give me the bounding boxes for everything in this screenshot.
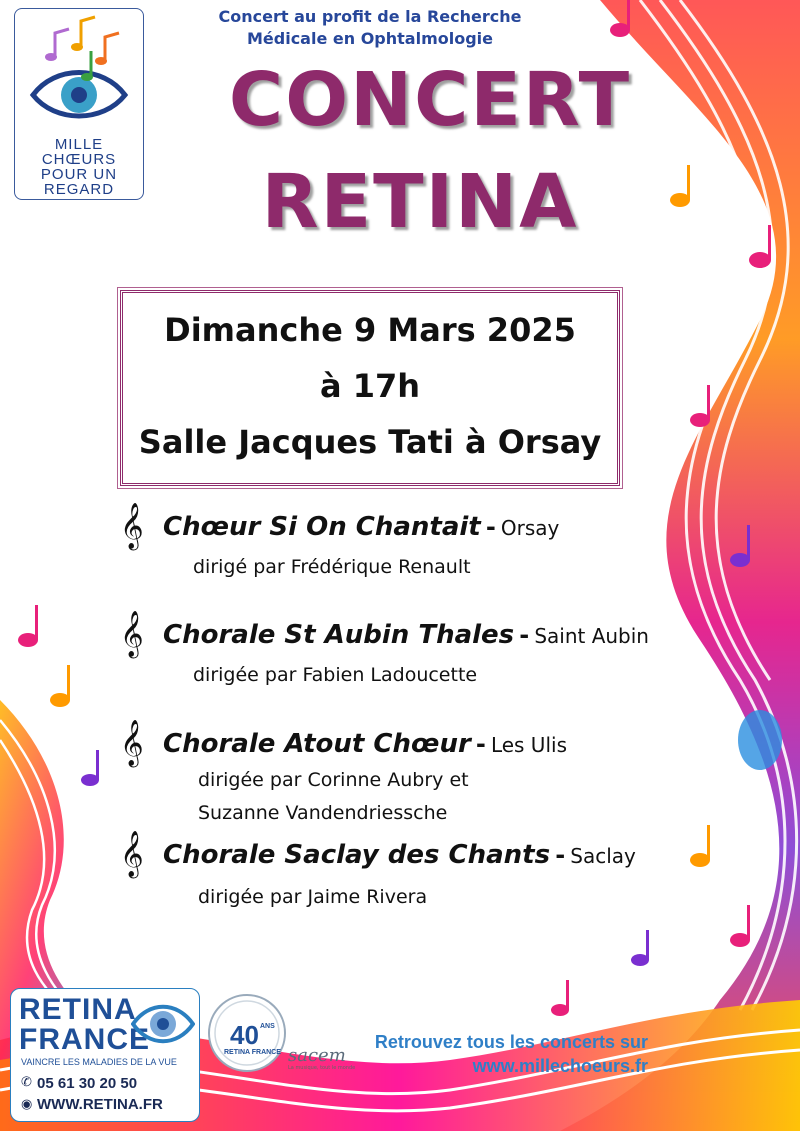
choir-town: Saclay (570, 844, 636, 868)
retina-name: RETINA (19, 993, 137, 1026)
choir-title: Chœur Si On Chantait - Orsay (163, 512, 560, 542)
treble-clef-icon: 𝄞 (120, 831, 144, 877)
logo-text: MILLE CHŒURS POUR UN REGARD (40, 136, 118, 198)
concert-subtitle (170, 6, 570, 50)
eye-icon (131, 997, 195, 1051)
retina-website: WWW.RETINA.FR (37, 1096, 163, 1113)
choir-name: Chorale Saclay des Chants (163, 840, 551, 870)
title-retina: RETINA (261, 159, 579, 245)
choir-name: Chorale Atout Chœur (163, 729, 471, 759)
concerts-link-block (370, 1030, 648, 1078)
treble-clef-icon: 𝄞 (120, 611, 144, 657)
choir-name: Chorale St Aubin Thales (163, 620, 515, 650)
choir-title: Chorale Atout Chœur - Les Ulis (163, 729, 567, 759)
treble-clef-icon: 𝄞 (120, 720, 144, 766)
choir-director: dirigée par Fabien Ladoucette (193, 664, 478, 686)
subtitle-line-2: Médicale en Ophtalmologie (246, 29, 493, 48)
event-venue: Salle Jacques Tati à Orsay (138, 423, 602, 461)
choir-director: dirigée par Jaime Rivera (198, 886, 428, 908)
title-concert: CONCERT (228, 57, 632, 143)
choir-name: Chœur Si On Chantait (163, 512, 481, 542)
subtitle-line-1: Concert au profit de la Recherche (218, 7, 522, 26)
sacem-logo (288, 1045, 356, 1071)
event-date: Dimanche 9 Mars 2025 (164, 311, 576, 349)
choir-town: Saint Aubin (534, 624, 649, 648)
retina-tagline: VAINCRE LES MALADIES DE LA VUE (21, 1057, 177, 1067)
france-name: FRANCE (19, 1023, 150, 1056)
sacem-name: sacem (288, 1045, 346, 1066)
anniversary-badge (206, 992, 288, 1074)
choir-town: Orsay (500, 516, 560, 540)
retina-phone: 05 61 30 20 50 (37, 1075, 138, 1092)
phone-icon: ✆ (21, 1075, 32, 1090)
event-info-box (120, 290, 620, 486)
find-concerts-text: Retrouvez tous les concerts sur (374, 1032, 648, 1052)
choir-town: Les Ulis (490, 733, 567, 757)
website-link[interactable]: www.millechoeurs.fr (472, 1056, 648, 1076)
badge-label: RETINA FRANCE (224, 1049, 281, 1056)
choir-title: Chorale Saclay des Chants - Saclay (163, 840, 636, 870)
globe-icon: ◉ (21, 1097, 33, 1112)
retina-france-logo (10, 988, 200, 1122)
choir-title: Chorale St Aubin Thales - Saint Aubin (163, 620, 649, 650)
choir-director: dirigé par Frédérique Renault (193, 556, 471, 578)
choir-director: dirigée par Corinne Aubry et (198, 769, 469, 791)
mille-choeurs-logo (14, 8, 144, 200)
event-time: à 17h (319, 367, 421, 405)
eye-notes-icon (25, 15, 133, 135)
badge-number: 40 (230, 1020, 259, 1050)
choir-director-2: Suzanne Vandendriessche (198, 802, 448, 824)
treble-clef-icon: 𝄞 (120, 503, 144, 549)
sacem-tagline: La musique, tout le monde (288, 1065, 356, 1071)
badge-ans: ANS (260, 1023, 275, 1030)
